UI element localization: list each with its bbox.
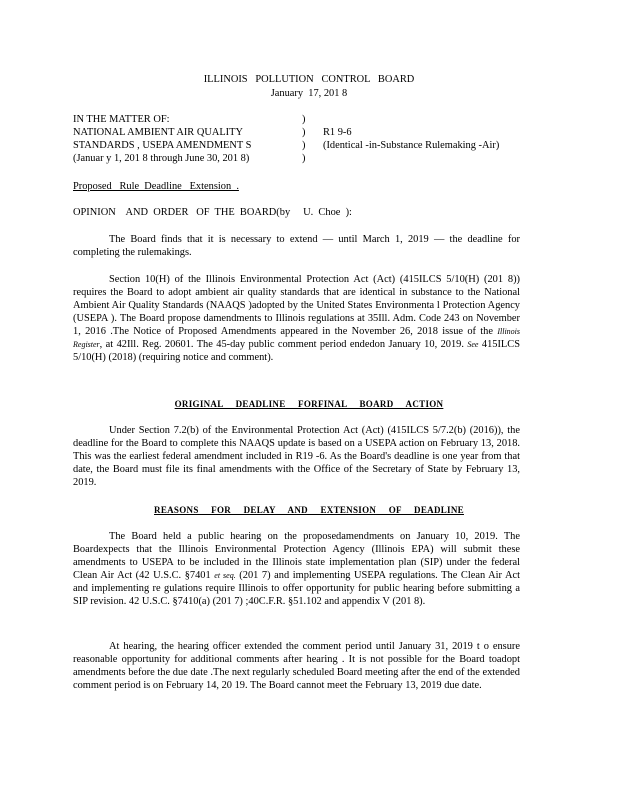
document-date: January 17, 201 8: [270, 88, 348, 99]
paragraph-4-text-b: (201 7) and implementing USEPA regulations. The Clean Air Act and implementing re gulations require Illinois to offer opportunity for public hearing before submitting a SIP revision. 42 U.S.C. §7410(a) (201 7) ;40C.F.R. §51.102 and appendix V (201 8).: [73, 570, 521, 607]
caption-line-2: NATIONAL AMBIENT AIR QUALITY: [73, 127, 243, 138]
caption-paren-3: ): [302, 140, 306, 151]
illinois-register-citation: Illinois Register: [73, 327, 520, 349]
caption-line-4: (Januar y 1, 201 8 through June 30, 201 8): [73, 153, 250, 164]
paragraph-2-text-a: Section 10(H) of the Illinois Environmental Protection Act (Act) (415ILCS 5/10(H) (201 8)) requires the Board to adopt ambient air quality standards that are identical in substance to the National Ambient Air Quality Standards (NAAQS )adopted by the United States Environmenta l Protection Agency (USEPA ). The Board propose damendments to Illinois regulations at 35Ill. Adm. Code 243 on November 1, 2016 .The Notice of Proposed Amendments appeared in the November 26, 2018 issue of the: [73, 274, 520, 337]
paragraph-3: Under Section 7.2(b) of the Environmental Protection Act (Act) (415ILCS 5/7.2(b) (2016)), the deadline for the Board to complete this NAAQS update is based on a USEPA action on February 13, 2018. This was the earliest federal amendment included in R19 -6. As the Board's deadline is one year from that date, the Board must file its final amendments with the Office of the Secretary of State by February 13, 2019.: [73, 425, 520, 488]
caption-paren-2: ): [302, 127, 306, 138]
caption-paren-4: ): [302, 153, 306, 164]
paragraph-4: [73, 530, 520, 608]
caption-line-1: IN THE MATTER OF:: [73, 114, 170, 125]
heading-reasons-for-delay: REASONS FOR DELAY AND EXTENSION OF DEADLINE: [154, 505, 464, 515]
see-signal: See: [467, 340, 479, 349]
rulemaking-type: (Identical -in-Substance Rulemaking -Air): [323, 140, 500, 151]
caption-paren-1: ): [302, 114, 306, 125]
heading-original-deadline: ORIGINAL DEADLINE FORFINAL BOARD ACTION: [174, 399, 444, 409]
paragraph-2: [73, 273, 520, 364]
subject-line: Proposed Rule Deadline Extension .: [73, 181, 239, 192]
opinion-title: OPINION AND ORDER OF THE BOARD(by U. Choe ):: [73, 207, 352, 218]
paragraph-1: The Board finds that it is necessary to extend — until March 1, 2019 — the deadline for completing the rulemakings.: [73, 234, 520, 258]
docket-number: R1 9-6: [323, 127, 352, 138]
board-name: ILLINOIS POLLUTION CONTROL BOARD: [203, 74, 415, 85]
caption-line-3: STANDARDS , USEPA AMENDMENT S: [73, 140, 252, 151]
paragraph-2-text-c: 415ILCS 5/10(H) (2018) (requiring notice and comment).: [73, 339, 520, 363]
et-seq-signal: et seq.: [214, 571, 236, 580]
paragraph-5: At hearing, the hearing officer extended the comment period until January 31, 2019 t o ensure reasonable opportunity for additional comments after hearing . It is not possible for the Board toadopt amendments before the due date .The next regularly scheduled Board meeting after the end of the extended comment period is on February 14, 20 19. The Board cannot meet the February 13, 2019 due date.: [73, 641, 520, 691]
paragraph-4-text-a: The Board held a public hearing on the proposedamendments on January 10, 2019. The Boardexpects that the Illinois Environmental Protection Agency (Illinois EPA) will submit these amendments to USEPA to be included in the Illinois state implementation plan (SIP) under the federal Clean Air Act (42 U.S.C. §7401: [73, 531, 520, 581]
paragraph-2-text-b: , at 42Ill. Reg. 20601. The 45-day public comment period endedon January 10, 2019.: [99, 339, 464, 350]
